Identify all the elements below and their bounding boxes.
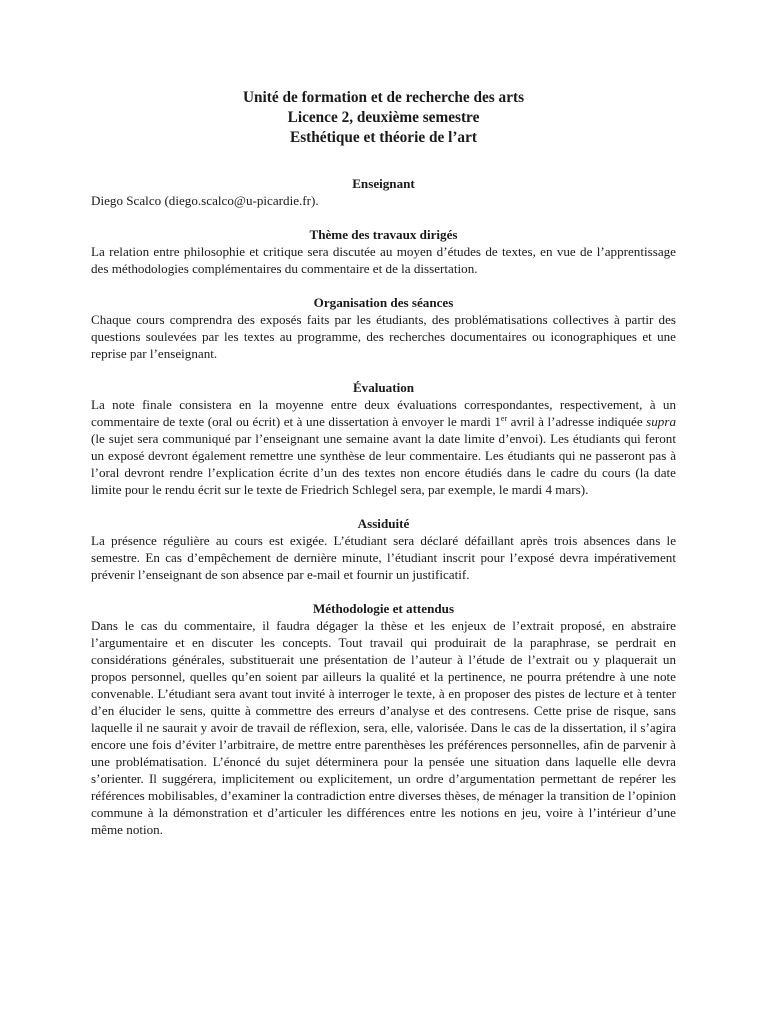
section-methodologie bbox=[91, 600, 676, 838]
title-line-institution: Unité de formation et de recherche des arts bbox=[242, 89, 525, 106]
section-enseignant bbox=[91, 175, 676, 209]
evaluation-text-start: La note finale consistera en la moyenne entre deux évaluations correspondantes, respectivement, à un commentaire de texte (oral ou écrit) et à une dissertation à envoyer le mardi 1 bbox=[91, 397, 676, 429]
section-organisation bbox=[91, 294, 676, 362]
evaluation-text-end: (le sujet sera communiqué par l’enseignant une semaine avant la date limite d’envoi). Les étudiants qui feront un exposé devront également remettre une synthèse de leur commentaire. Les étudiants qui ne passeront pas à l’oral devront rendre l’explication écrite d’un des textes non encore étudiés dans le cadre du cours (la date limite pour le rendu écrit sur le texte de Friedrich Schlegel sera, par exemple, le mardi 4 mars). bbox=[91, 431, 676, 497]
italic-supra: supra bbox=[646, 414, 676, 429]
ordinal-superscript: er bbox=[500, 414, 508, 423]
section-heading: Méthodologie et attendus bbox=[312, 601, 455, 616]
section-heading: Assiduité bbox=[357, 516, 410, 531]
section-text: La relation entre philosophie et critique sera discutée au moyen d’études de textes, en vue de l’apprentissage des méthodologies complémentaires du commentaire et de la dissertation. bbox=[91, 244, 676, 276]
section-text: Chaque cours comprendra des exposés faits par les étudiants, des problématisations collectives à partir des questions soulevées par les textes au programme, des recherches documentaires ou iconographiques et une reprise par l’enseignant. bbox=[91, 312, 676, 361]
section-heading: Organisation des séances bbox=[313, 295, 454, 310]
document-title bbox=[91, 88, 676, 148]
section-assiduite bbox=[91, 515, 676, 583]
section-text: Diego Scalco (diego.scalco@u-picardie.fr). bbox=[91, 193, 319, 208]
evaluation-text-mid: avril à l’adresse indiquée bbox=[507, 414, 647, 429]
section-evaluation bbox=[91, 379, 676, 498]
section-heading: Thème des travaux dirigés bbox=[309, 227, 458, 242]
section-text: La présence régulière au cours est exigée. L’étudiant sera déclaré défaillant après trois absences dans le semestre. En cas d’empêchement de dernière minute, l’étudiant inscrit pour l’exposé devra impérativement prévenir l’enseignant de son absence par e-mail et fournir un justificatif. bbox=[91, 533, 676, 582]
section-text bbox=[91, 396, 676, 498]
section-text: Dans le cas du commentaire, il faudra dégager la thèse et les enjeux de l’extrait proposé, en abstraire l’argumentaire et en discuter les concepts. Tout travail qui produirait de la paraphrase, se perdrait en considérations générales, substituerait une présentation de l’auteur à l’étude de l’extrait ou y plaquerait un propos personnel, quelles qu’en soient par ailleurs la qualité et la pertinence, ne pourra prétendre à une note convenable. L’étudiant sera avant tout invité à interroger le texte, à en proposer des pistes de lecture et à tenter d’en élucider le sens, quitte à commettre des erreurs d’analyse et des contresens. Cette prise de risque, sans laquelle il ne saurait y avoir de travail de réflexion, sera, elle, valorisée. Dans le cas de la dissertation, il s’agira encore une fois d’éviter l’arbitraire, de mettre entre parenthèses les préférences personnelles, afin de parvenir à une problématisation. L’énoncé du sujet déterminera pour la pensée une situation dans laquelle elle devra s’orienter. Il suggérera, implicitement ou explicitement, un ordre d’argumentation permettant de repérer les références mobilisables, d’examiner la contradiction entre diverses thèses, de ménager la transition de l’opinion commune à la démonstration et d’articuler les différences entre les notions en jeu, voire à l’intérieur d’une même notion. bbox=[91, 618, 677, 837]
section-theme bbox=[91, 226, 676, 277]
section-heading: Évaluation bbox=[352, 380, 415, 395]
title-line-course: Esthétique et théorie de l’art bbox=[290, 129, 477, 146]
title-line-program: Licence 2, deuxième semestre bbox=[287, 109, 480, 126]
section-heading: Enseignant bbox=[352, 176, 415, 191]
